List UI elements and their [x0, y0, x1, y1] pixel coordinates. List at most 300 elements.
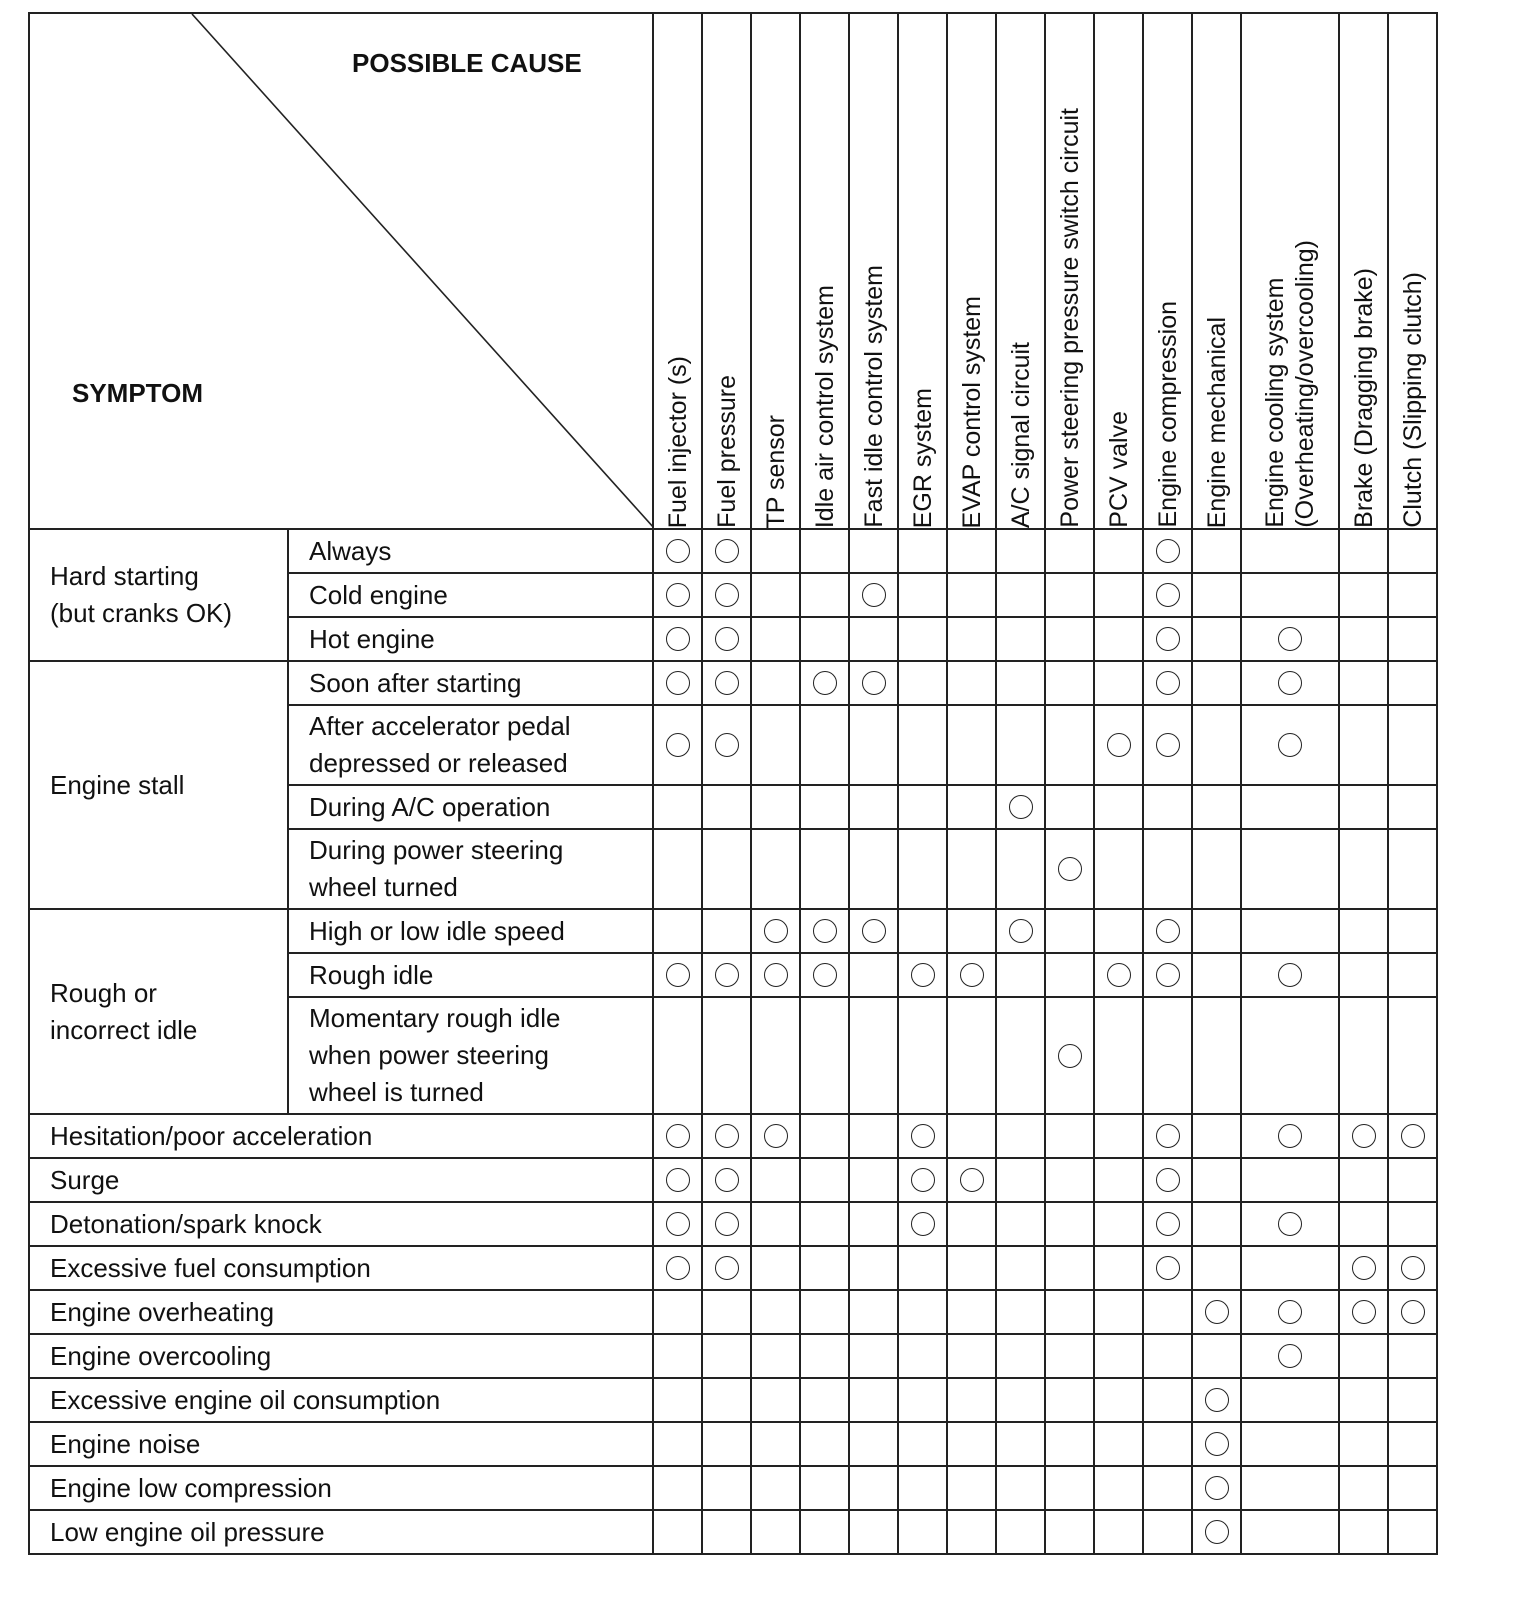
diagonal-divider: [30, 14, 654, 528]
cause-column-header: [1339, 13, 1388, 529]
cause-label: EGR system: [908, 387, 937, 528]
matrix-cell: [800, 617, 849, 661]
symptom-label: During A/C operation: [288, 785, 653, 829]
circle-mark-icon: [862, 919, 886, 943]
matrix-cell: [1192, 997, 1241, 1114]
matrix-cell: [947, 1334, 996, 1378]
circle-mark-icon: [715, 1256, 739, 1280]
circle-mark-icon: [715, 627, 739, 651]
matrix-cell: [1388, 661, 1437, 705]
matrix-cell: [1045, 997, 1094, 1114]
circle-mark-icon: [1156, 1212, 1180, 1236]
matrix-cell: [1192, 1510, 1241, 1554]
matrix-cell: [751, 1510, 800, 1554]
matrix-cell: [653, 1202, 702, 1246]
matrix-cell: [1388, 909, 1437, 953]
symptom-label: Engine noise: [29, 1422, 653, 1466]
matrix-cell: [1339, 705, 1388, 785]
matrix-cell: [898, 953, 947, 997]
matrix-cell: [947, 1422, 996, 1466]
matrix-cell: [1192, 661, 1241, 705]
matrix-cell: [1192, 573, 1241, 617]
matrix-cell: [1388, 1334, 1437, 1378]
matrix-cell: [653, 1378, 702, 1422]
circle-mark-icon: [1205, 1300, 1229, 1324]
matrix-cell: [1339, 829, 1388, 909]
cause-column-header: [751, 13, 800, 529]
matrix-cell: [1339, 617, 1388, 661]
header-corner: [29, 13, 653, 529]
matrix-cell: [1094, 829, 1143, 909]
matrix-cell: [702, 1290, 751, 1334]
cause-label: Engine mechanical: [1202, 316, 1231, 528]
matrix-cell: [1143, 909, 1192, 953]
matrix-cell: [1388, 953, 1437, 997]
circle-mark-icon: [666, 539, 690, 563]
matrix-cell: [1143, 953, 1192, 997]
cause-label: Idle air control system: [810, 284, 839, 528]
matrix-cell: [1339, 661, 1388, 705]
matrix-cell: [1045, 705, 1094, 785]
matrix-cell: [800, 1378, 849, 1422]
cause-column-header: [996, 13, 1045, 529]
circle-mark-icon: [1107, 963, 1131, 987]
circle-mark-icon: [715, 1212, 739, 1236]
matrix-cell: [1143, 1378, 1192, 1422]
matrix-cell: [996, 997, 1045, 1114]
matrix-cell: [1339, 1378, 1388, 1422]
matrix-cell: [898, 909, 947, 953]
matrix-cell: [751, 1158, 800, 1202]
matrix-cell: [1094, 1246, 1143, 1290]
matrix-cell: [1094, 1290, 1143, 1334]
cause-column-header: [947, 13, 996, 529]
matrix-cell: [800, 705, 849, 785]
circle-mark-icon: [1278, 963, 1302, 987]
matrix-cell: [702, 1114, 751, 1158]
symptom-label: Engine low compression: [29, 1466, 653, 1510]
matrix-cell: [1339, 1422, 1388, 1466]
matrix-cell: [800, 829, 849, 909]
circle-mark-icon: [1352, 1124, 1376, 1148]
matrix-cell: [947, 997, 996, 1114]
matrix-cell: [849, 1114, 898, 1158]
matrix-cell: [702, 661, 751, 705]
circle-mark-icon: [1058, 1044, 1082, 1068]
circle-mark-icon: [911, 1168, 935, 1192]
circle-mark-icon: [666, 733, 690, 757]
matrix-cell: [1339, 997, 1388, 1114]
matrix-cell: [1045, 661, 1094, 705]
matrix-cell: [1094, 617, 1143, 661]
circle-mark-icon: [862, 671, 886, 695]
circle-mark-icon: [715, 1124, 739, 1148]
matrix-cell: [1339, 1114, 1388, 1158]
symptom-row: [29, 1510, 1437, 1554]
circle-mark-icon: [1401, 1256, 1425, 1280]
symptom-label: Hot engine: [288, 617, 653, 661]
matrix-cell: [751, 1422, 800, 1466]
matrix-cell: [1192, 705, 1241, 785]
matrix-cell: [1241, 953, 1339, 997]
matrix-cell: [1143, 1246, 1192, 1290]
symptom-row: [29, 1246, 1437, 1290]
matrix-cell: [1339, 529, 1388, 573]
matrix-cell: [947, 1202, 996, 1246]
matrix-cell: [996, 1510, 1045, 1554]
matrix-cell: [849, 617, 898, 661]
matrix-cell: [1339, 1158, 1388, 1202]
matrix-cell: [898, 829, 947, 909]
circle-mark-icon: [715, 1168, 739, 1192]
symptom-group: Hard starting (but cranks OK): [29, 529, 288, 661]
cause-label: Fuel pressure: [712, 375, 741, 528]
matrix-cell: [800, 1246, 849, 1290]
matrix-cell: [653, 1334, 702, 1378]
matrix-cell: [1241, 1158, 1339, 1202]
matrix-cell: [1388, 1158, 1437, 1202]
matrix-cell: [849, 1290, 898, 1334]
circle-mark-icon: [1156, 963, 1180, 987]
circle-mark-icon: [666, 1168, 690, 1192]
matrix-cell: [702, 953, 751, 997]
matrix-cell: [751, 573, 800, 617]
circle-mark-icon: [1156, 583, 1180, 607]
matrix-cell: [898, 785, 947, 829]
matrix-cell: [1094, 909, 1143, 953]
matrix-cell: [1388, 1114, 1437, 1158]
circle-mark-icon: [1156, 539, 1180, 563]
circle-mark-icon: [813, 919, 837, 943]
matrix-cell: [800, 661, 849, 705]
cause-column-header: [800, 13, 849, 529]
matrix-cell: [898, 1510, 947, 1554]
circle-mark-icon: [1401, 1124, 1425, 1148]
matrix-cell: [1192, 1466, 1241, 1510]
matrix-cell: [1143, 1202, 1192, 1246]
matrix-cell: [1339, 1334, 1388, 1378]
symptom-group: Engine stall: [29, 661, 288, 909]
matrix-cell: [653, 829, 702, 909]
matrix-cell: [996, 953, 1045, 997]
matrix-cell: [702, 997, 751, 1114]
matrix-cell: [1339, 785, 1388, 829]
cause-label: Power steering pressure switch circuit: [1055, 108, 1084, 528]
matrix-cell: [702, 573, 751, 617]
symptom-row: [29, 1378, 1437, 1422]
matrix-cell: [800, 1114, 849, 1158]
matrix-cell: [1339, 909, 1388, 953]
matrix-cell: [1241, 1334, 1339, 1378]
matrix-cell: [800, 1334, 849, 1378]
matrix-cell: [947, 1114, 996, 1158]
circle-mark-icon: [1205, 1520, 1229, 1544]
symptom-label: Hesitation/poor acceleration: [29, 1114, 653, 1158]
matrix-cell: [702, 529, 751, 573]
matrix-cell: [702, 1510, 751, 1554]
matrix-cell: [1045, 1290, 1094, 1334]
matrix-cell: [1241, 617, 1339, 661]
matrix-cell: [1388, 829, 1437, 909]
circle-mark-icon: [911, 963, 935, 987]
matrix-cell: [800, 909, 849, 953]
matrix-cell: [800, 1466, 849, 1510]
cause-column-header: [702, 13, 751, 529]
matrix-cell: [1388, 1290, 1437, 1334]
matrix-cell: [849, 1334, 898, 1378]
cause-column-header: [1143, 13, 1192, 529]
matrix-cell: [751, 909, 800, 953]
matrix-cell: [947, 829, 996, 909]
matrix-cell: [1094, 953, 1143, 997]
matrix-cell: [1241, 1378, 1339, 1422]
matrix-cell: [1045, 1246, 1094, 1290]
matrix-cell: [1094, 573, 1143, 617]
matrix-cell: [702, 1246, 751, 1290]
matrix-cell: [1192, 1290, 1241, 1334]
circle-mark-icon: [715, 671, 739, 695]
matrix-cell: [1241, 785, 1339, 829]
matrix-cell: [947, 573, 996, 617]
matrix-cell: [1094, 1510, 1143, 1554]
matrix-cell: [898, 1158, 947, 1202]
circle-mark-icon: [1156, 1124, 1180, 1148]
matrix-cell: [702, 1202, 751, 1246]
circle-mark-icon: [960, 963, 984, 987]
matrix-cell: [1143, 1422, 1192, 1466]
matrix-cell: [898, 573, 947, 617]
matrix-cell: [702, 617, 751, 661]
matrix-cell: [996, 1334, 1045, 1378]
matrix-cell: [1388, 997, 1437, 1114]
matrix-cell: [800, 785, 849, 829]
diagnostic-matrix-table: [28, 12, 1438, 1555]
matrix-cell: [702, 785, 751, 829]
matrix-cell: [1045, 1422, 1094, 1466]
matrix-cell: [1241, 1290, 1339, 1334]
matrix-cell: [1241, 997, 1339, 1114]
matrix-cell: [653, 573, 702, 617]
circle-mark-icon: [666, 963, 690, 987]
circle-mark-icon: [666, 1212, 690, 1236]
matrix-cell: [1045, 829, 1094, 909]
symptom-row: [29, 1202, 1437, 1246]
matrix-cell: [1045, 953, 1094, 997]
matrix-cell: [1192, 1334, 1241, 1378]
header-row: [29, 13, 1437, 529]
matrix-cell: [1143, 705, 1192, 785]
matrix-cell: [1192, 617, 1241, 661]
matrix-cell: [702, 1466, 751, 1510]
matrix-cell: [702, 1378, 751, 1422]
matrix-cell: [996, 573, 1045, 617]
cause-column-header: [849, 13, 898, 529]
matrix-cell: [1094, 1158, 1143, 1202]
matrix-cell: [751, 829, 800, 909]
symptom-label: Engine overcooling: [29, 1334, 653, 1378]
matrix-cell: [996, 1246, 1045, 1290]
matrix-cell: [1143, 785, 1192, 829]
matrix-cell: [996, 1378, 1045, 1422]
cause-label: Engine compression: [1153, 301, 1182, 528]
matrix-cell: [1388, 1422, 1437, 1466]
matrix-cell: [996, 1202, 1045, 1246]
matrix-cell: [1388, 1378, 1437, 1422]
matrix-cell: [849, 909, 898, 953]
matrix-cell: [1045, 1158, 1094, 1202]
matrix-cell: [1241, 705, 1339, 785]
cause-label: EVAP control system: [957, 295, 986, 528]
matrix-cell: [947, 1158, 996, 1202]
matrix-cell: [996, 1466, 1045, 1510]
matrix-cell: [653, 1158, 702, 1202]
matrix-cell: [1192, 1422, 1241, 1466]
matrix-cell: [1339, 1510, 1388, 1554]
matrix-cell: [1339, 1290, 1388, 1334]
matrix-cell: [1143, 1466, 1192, 1510]
matrix-cell: [1094, 1466, 1143, 1510]
matrix-cell: [947, 705, 996, 785]
cause-label: Engine cooling system (Overheating/overcooling): [1261, 240, 1319, 528]
circle-mark-icon: [1107, 733, 1131, 757]
symptom-row: [29, 1334, 1437, 1378]
matrix-cell: [849, 829, 898, 909]
matrix-cell: [996, 1158, 1045, 1202]
matrix-cell: [1192, 785, 1241, 829]
circle-mark-icon: [1156, 919, 1180, 943]
cause-label: PCV valve: [1104, 411, 1133, 528]
symptom-label: Cold engine: [288, 573, 653, 617]
matrix-cell: [751, 1334, 800, 1378]
matrix-cell: [751, 617, 800, 661]
matrix-cell: [849, 997, 898, 1114]
symptom-row: [29, 1466, 1437, 1510]
circle-mark-icon: [1156, 733, 1180, 757]
circle-mark-icon: [911, 1212, 935, 1236]
matrix-cell: [702, 1158, 751, 1202]
matrix-cell: [653, 661, 702, 705]
symptom-label: Low engine oil pressure: [29, 1510, 653, 1554]
matrix-cell: [751, 953, 800, 997]
cause-column-header: [1045, 13, 1094, 529]
circle-mark-icon: [764, 963, 788, 987]
circle-mark-icon: [666, 627, 690, 651]
matrix-cell: [1143, 997, 1192, 1114]
matrix-cell: [1192, 1202, 1241, 1246]
matrix-cell: [1143, 529, 1192, 573]
matrix-cell: [1143, 573, 1192, 617]
circle-mark-icon: [1156, 627, 1180, 651]
matrix-cell: [898, 1114, 947, 1158]
circle-mark-icon: [666, 671, 690, 695]
matrix-cell: [1241, 829, 1339, 909]
matrix-cell: [751, 1114, 800, 1158]
matrix-cell: [898, 617, 947, 661]
cause-label: Brake (Dragging brake): [1349, 268, 1378, 528]
matrix-cell: [653, 785, 702, 829]
matrix-cell: [947, 617, 996, 661]
symptom-row: [29, 529, 1437, 573]
matrix-cell: [800, 1422, 849, 1466]
matrix-cell: [1045, 1334, 1094, 1378]
matrix-cell: [898, 1378, 947, 1422]
matrix-cell: [702, 829, 751, 909]
matrix-cell: [1143, 1334, 1192, 1378]
matrix-cell: [1339, 1246, 1388, 1290]
matrix-cell: [1388, 705, 1437, 785]
matrix-cell: [800, 997, 849, 1114]
matrix-cell: [800, 1202, 849, 1246]
matrix-cell: [1094, 1202, 1143, 1246]
circle-mark-icon: [1401, 1300, 1425, 1324]
circle-mark-icon: [1205, 1388, 1229, 1412]
symptom-label: Detonation/spark knock: [29, 1202, 653, 1246]
circle-mark-icon: [960, 1168, 984, 1192]
matrix-cell: [898, 1290, 947, 1334]
matrix-cell: [653, 1422, 702, 1466]
matrix-cell: [1339, 953, 1388, 997]
matrix-cell: [1094, 997, 1143, 1114]
circle-mark-icon: [764, 919, 788, 943]
circle-mark-icon: [862, 583, 886, 607]
circle-mark-icon: [1156, 1256, 1180, 1280]
symptom-label: Excessive engine oil consumption: [29, 1378, 653, 1422]
matrix-cell: [898, 1202, 947, 1246]
circle-mark-icon: [1205, 1432, 1229, 1456]
matrix-cell: [1045, 909, 1094, 953]
matrix-cell: [1094, 785, 1143, 829]
circle-mark-icon: [1205, 1476, 1229, 1500]
matrix-cell: [653, 1290, 702, 1334]
matrix-cell: [1241, 1246, 1339, 1290]
matrix-cell: [653, 1466, 702, 1510]
matrix-cell: [996, 909, 1045, 953]
matrix-cell: [996, 1422, 1045, 1466]
circle-mark-icon: [1156, 671, 1180, 695]
circle-mark-icon: [1278, 1124, 1302, 1148]
circle-mark-icon: [715, 583, 739, 607]
matrix-cell: [1045, 785, 1094, 829]
matrix-cell: [653, 617, 702, 661]
matrix-cell: [1143, 1510, 1192, 1554]
matrix-cell: [1241, 529, 1339, 573]
matrix-cell: [996, 705, 1045, 785]
matrix-cell: [800, 1158, 849, 1202]
matrix-cell: [849, 1158, 898, 1202]
matrix-cell: [1143, 1158, 1192, 1202]
circle-mark-icon: [666, 583, 690, 607]
matrix-cell: [1192, 1114, 1241, 1158]
circle-mark-icon: [1278, 1344, 1302, 1368]
matrix-cell: [849, 573, 898, 617]
matrix-cell: [849, 705, 898, 785]
matrix-cell: [1339, 1466, 1388, 1510]
cause-label: Fuel injector (s): [663, 355, 692, 528]
circle-mark-icon: [1278, 733, 1302, 757]
matrix-cell: [996, 661, 1045, 705]
cause-column-header: [1192, 13, 1241, 529]
matrix-cell: [1094, 529, 1143, 573]
circle-mark-icon: [1278, 627, 1302, 651]
circle-mark-icon: [666, 1256, 690, 1280]
cause-label: Fast idle control system: [859, 265, 888, 528]
matrix-cell: [653, 1114, 702, 1158]
circle-mark-icon: [1352, 1300, 1376, 1324]
matrix-cell: [1045, 1510, 1094, 1554]
matrix-cell: [947, 1378, 996, 1422]
circle-mark-icon: [911, 1124, 935, 1148]
matrix-cell: [1388, 1466, 1437, 1510]
